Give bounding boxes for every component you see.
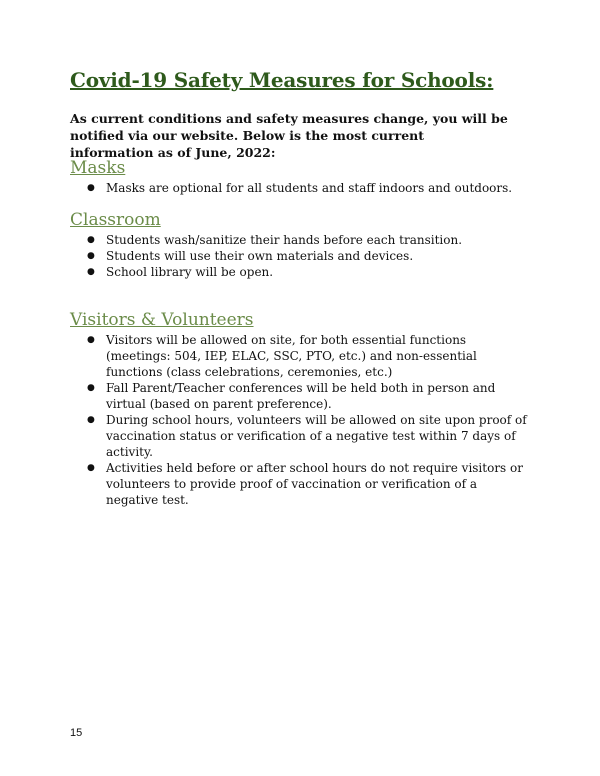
list-item: ● Masks are optional for all students and staff indoors and outdoors. bbox=[70, 180, 530, 196]
list-item: ● School library will be open. bbox=[70, 264, 530, 280]
list-item: ● Activities held before or after school hours do not require visitors or volunteers to provide proof of vaccination or verification of a negative test. bbox=[70, 460, 530, 508]
list-item: ● During school hours, volunteers will be allowed on site upon proof of vaccination status or verification of a negative test within 7 days of activity. bbox=[70, 412, 530, 460]
document-title: Covid-19 Safety Measures for Schools: bbox=[70, 68, 494, 92]
visitors-volunteers-list bbox=[70, 332, 530, 508]
section-heading-masks: Masks bbox=[70, 158, 126, 178]
classroom-list bbox=[70, 232, 530, 280]
list-item: ● Fall Parent/Teacher conferences will be held both in person and virtual (based on parent preference). bbox=[70, 380, 530, 412]
list-item: ● Students wash/sanitize their hands before each transition. bbox=[70, 232, 530, 248]
section-heading-visitors-volunteers: Visitors & Volunteers bbox=[70, 310, 254, 330]
intro-paragraph: As current conditions and safety measures change, you will be notified via our website. Below is the most current information as of June, 2022: bbox=[70, 111, 508, 160]
masks-list bbox=[70, 180, 530, 196]
page-number: 15 bbox=[70, 727, 83, 739]
section-heading-classroom: Classroom bbox=[70, 210, 161, 230]
list-item: ● Students will use their own materials and devices. bbox=[70, 248, 530, 264]
list-item: ● Visitors will be allowed on site, for both essential functions (meetings: 504, IEP, ELAC, SSC, PTO, etc.) and non-essential functions (class celebrations, ceremonies, etc.) bbox=[70, 332, 530, 380]
